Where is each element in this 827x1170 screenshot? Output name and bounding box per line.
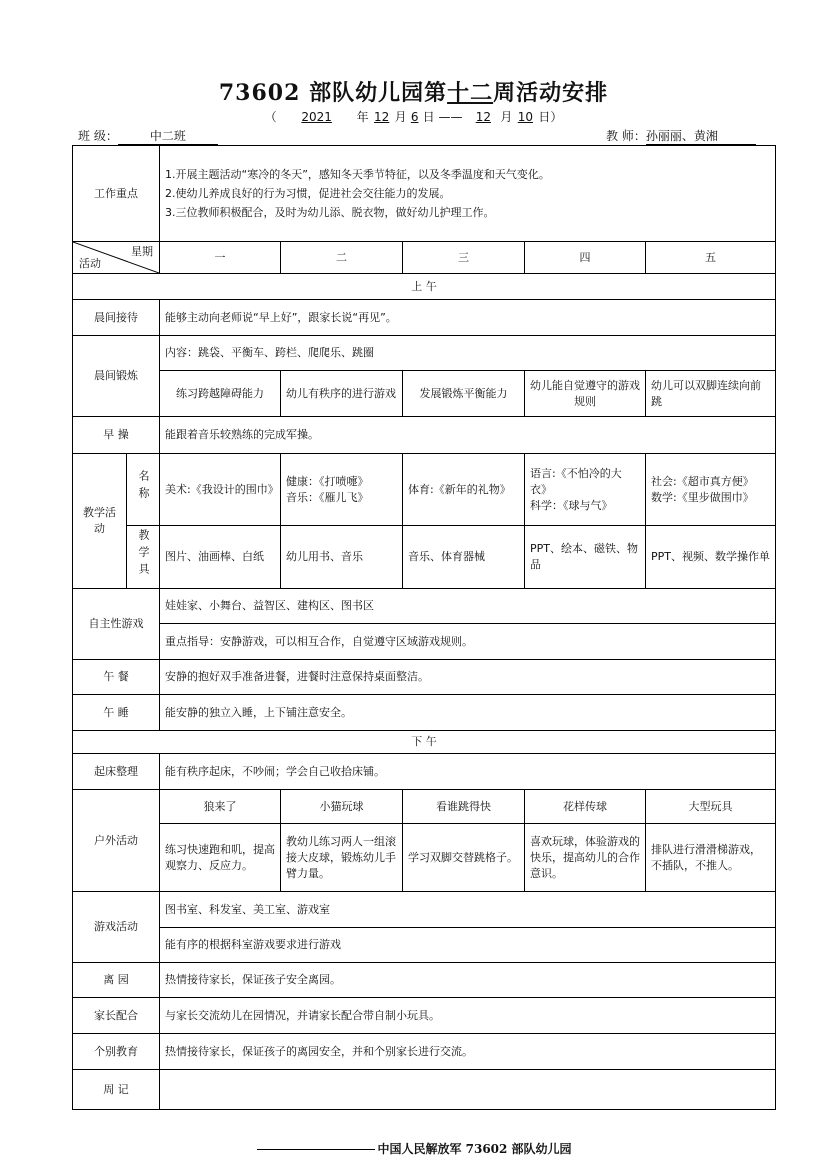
free-play-guide-row [73, 624, 776, 660]
outdoor-goals-row [73, 824, 776, 892]
morning-section-row [73, 274, 776, 300]
end-day: 10 [517, 110, 533, 124]
outdoor-game: 小猫玩球 [281, 790, 403, 824]
nap-row [73, 695, 776, 731]
page-title [0, 76, 827, 107]
date-open: （ [264, 110, 277, 124]
header-diagonal-cell [73, 242, 160, 274]
leave-text: 热情接待家长，保证孩子安全离园。 [160, 963, 776, 998]
outdoor-goal: 学习双脚交替跳格子。 [403, 824, 525, 892]
afternoon-section-row [73, 731, 776, 754]
exercise-content-row [73, 336, 776, 371]
teaching-tool: PPT、视频、数学操作单 [646, 526, 776, 589]
free-play-areas: 娃娃家、小舞台、益智区、建构区、图书区 [160, 589, 776, 624]
notes-row [73, 1070, 776, 1110]
exercise-day: 幼儿能自觉遵守的游戏规则 [525, 371, 646, 417]
morning-title-text: 上 午 [411, 279, 437, 293]
free-play-areas-row [73, 589, 776, 624]
wakeup-label: 起床整理 [73, 754, 160, 790]
outdoor-label: 户外活动 [73, 790, 160, 892]
focus-item: 2.使幼儿养成良好的行为习惯，促进社会交往能力的发展。 [165, 187, 451, 200]
games-label: 游戏活动 [73, 892, 160, 963]
teaching-tool-label [127, 526, 160, 589]
outdoor-game: 大型玩具 [646, 790, 776, 824]
weekday-3: 三 [403, 242, 525, 274]
exercise-label: 晨间锻炼 [73, 336, 160, 417]
lesson-name: 美术:《我设计的围巾》 [160, 454, 281, 526]
outdoor-goal: 喜欢玩球，体验游戏的快乐，提高幼儿的合作意识。 [525, 824, 646, 892]
outdoor-goal: 教幼儿练习两人一组滚接大皮球，锻炼幼儿手臂力量。 [281, 824, 403, 892]
nap-text: 能安静的独立入睡，上下铺注意安全。 [160, 695, 776, 731]
wakeup-row [73, 754, 776, 790]
greeting-row [73, 300, 776, 336]
afternoon-section-title [73, 731, 776, 754]
teaching-tool: 幼儿用书、音乐 [281, 526, 403, 589]
focus-row [73, 146, 776, 242]
morning-section-title [73, 274, 776, 300]
day-label: 日 [422, 110, 435, 124]
outdoor-game: 狼来了 [160, 790, 281, 824]
wakeup-text: 能有秩序起床，不吵闹；学会自己收拾床铺。 [160, 754, 776, 790]
notes-label: 周 记 [73, 1070, 160, 1110]
parents-text: 与家长交流幼儿在园情况，并请家长配合带自制小玩具。 [160, 998, 776, 1034]
lesson-name: 社会:《超市真方便》 数学:《里步做围巾》 [646, 454, 776, 526]
title-week: 十二 [447, 80, 494, 106]
parents-row [73, 998, 776, 1034]
end-day-label: 日） [538, 110, 563, 124]
class-value: 中二班 [118, 127, 218, 145]
exercise-day: 幼儿有秩序的进行游戏 [281, 371, 403, 417]
class-line [78, 127, 218, 145]
parents-label: 家长配合 [73, 998, 160, 1034]
weekday-1: 一 [160, 242, 281, 274]
focus-item: 1.开展主题活动“寒冷的冬天”，感知冬天季节特征，以及冬季温度和天气变化。 [165, 168, 550, 181]
class-label: 班 级： [78, 129, 118, 143]
start-month: 12 [374, 110, 390, 124]
teaching-name-row [73, 454, 776, 526]
individual-label: 个别教育 [73, 1034, 160, 1070]
date-range [0, 108, 827, 125]
title-prefix: 73602 部队幼儿园第 [218, 80, 448, 106]
exercise-day: 幼儿可以双脚连续向前跳 [646, 371, 776, 417]
exercise-days-row [73, 371, 776, 417]
teaching-tools-row [73, 526, 776, 589]
exercise-day: 发展锻炼平衡能力 [403, 371, 525, 417]
outdoor-goal: 练习快速跑和叽，提高观察力、反应力。 [160, 824, 281, 892]
footer-rule-left [257, 1149, 375, 1150]
outdoor-goal: 排队进行滑滑梯游戏，不插队，不推人。 [646, 824, 776, 892]
tool-label-text: 教学具 [137, 529, 150, 580]
lesson-name: 健康：《打喷嚏》 音乐：《雁儿飞》 [281, 454, 403, 526]
schedule-table [72, 145, 776, 1110]
notes-text [160, 1070, 776, 1110]
start-day: 6 [410, 110, 419, 124]
exercise-content: 内容：跳袋、平衡车、跨栏、爬爬乐、跳圈 [160, 336, 776, 371]
weekday-4: 四 [525, 242, 646, 274]
individual-row [73, 1034, 776, 1070]
focus-content [160, 146, 776, 242]
outdoor-game: 花样传球 [525, 790, 646, 824]
games-rooms-row [73, 892, 776, 928]
end-month: 12 [475, 110, 491, 124]
weekday-header-row [73, 242, 776, 274]
year-label: 年 [356, 110, 369, 124]
lunch-label: 午 餐 [73, 660, 160, 695]
lesson-name: 体育:《新年的礼物》 [403, 454, 525, 526]
start-year: 2021 [301, 110, 332, 124]
end-month-label: 月 [500, 110, 513, 124]
exercise-day: 练习跨越障碍能力 [160, 371, 281, 417]
focus-item: 3.三位教师积极配合，及时为幼儿添、脱衣物，做好幼儿护理工作。 [165, 206, 495, 219]
teaching-tool: 音乐、体育器械 [403, 526, 525, 589]
lesson-name: 语言:《不怕冷的大衣》 科学：《球与气》 [525, 454, 646, 526]
teacher-value: 孙丽丽、黄湘 [646, 127, 756, 145]
teaching-tool: PPT、绘本、磁铁、物品 [525, 526, 646, 589]
lunch-text: 安静的抱好双手准备进餐，进餐时注意保持桌面整洁。 [160, 660, 776, 695]
greeting-label: 晨间接待 [73, 300, 160, 336]
morning-exercise-text: 能跟着音乐较熟练的完成军操。 [160, 417, 776, 454]
teaching-name-label [127, 454, 160, 526]
outdoor-games-row [73, 790, 776, 824]
page-footer [0, 1140, 827, 1157]
month-label: 月 [394, 110, 407, 124]
free-play-label: 自主性游戏 [73, 589, 160, 660]
greeting-text: 能够主动向老师说“早上好”，跟家长说“再见”。 [160, 300, 776, 336]
footer-text: 中国人民解放军 73602 部队幼儿园 [377, 1142, 572, 1156]
date-separator: —— [438, 110, 467, 124]
nap-label: 午 睡 [73, 695, 160, 731]
outdoor-game: 看谁跳得快 [403, 790, 525, 824]
weekday-5: 五 [646, 242, 776, 274]
leave-row [73, 963, 776, 998]
games-rule-row [73, 928, 776, 963]
teacher-line [606, 127, 756, 145]
morning-exercise-label: 早 操 [73, 417, 160, 454]
individual-text: 热情接待家长，保证孩子的离园安全，并和个别家长进行交流。 [160, 1034, 776, 1070]
name-label-text: 名称 [137, 470, 150, 504]
teacher-label: 教 师： [606, 129, 646, 143]
teaching-label: 教学活动 [73, 454, 127, 589]
morning-exercise-row [73, 417, 776, 454]
afternoon-title-text: 下 午 [411, 735, 437, 748]
title-suffix: 周活动安排 [493, 80, 609, 106]
games-rule: 能有序的根据科室游戏要求进行游戏 [160, 928, 776, 963]
teaching-tool: 图片、油画棒、白纸 [160, 526, 281, 589]
lunch-row [73, 660, 776, 695]
week-label: 星期 [131, 245, 153, 258]
free-play-guide: 重点指导：安静游戏，可以相互合作，自觉遵守区域游戏规则。 [160, 624, 776, 660]
activity-label: 活动 [79, 257, 101, 270]
games-rooms: 图书室、科发室、美工室、游戏室 [160, 892, 776, 928]
leave-label: 离 园 [73, 963, 160, 998]
weekday-2: 二 [281, 242, 403, 274]
focus-label: 工作重点 [73, 146, 160, 242]
